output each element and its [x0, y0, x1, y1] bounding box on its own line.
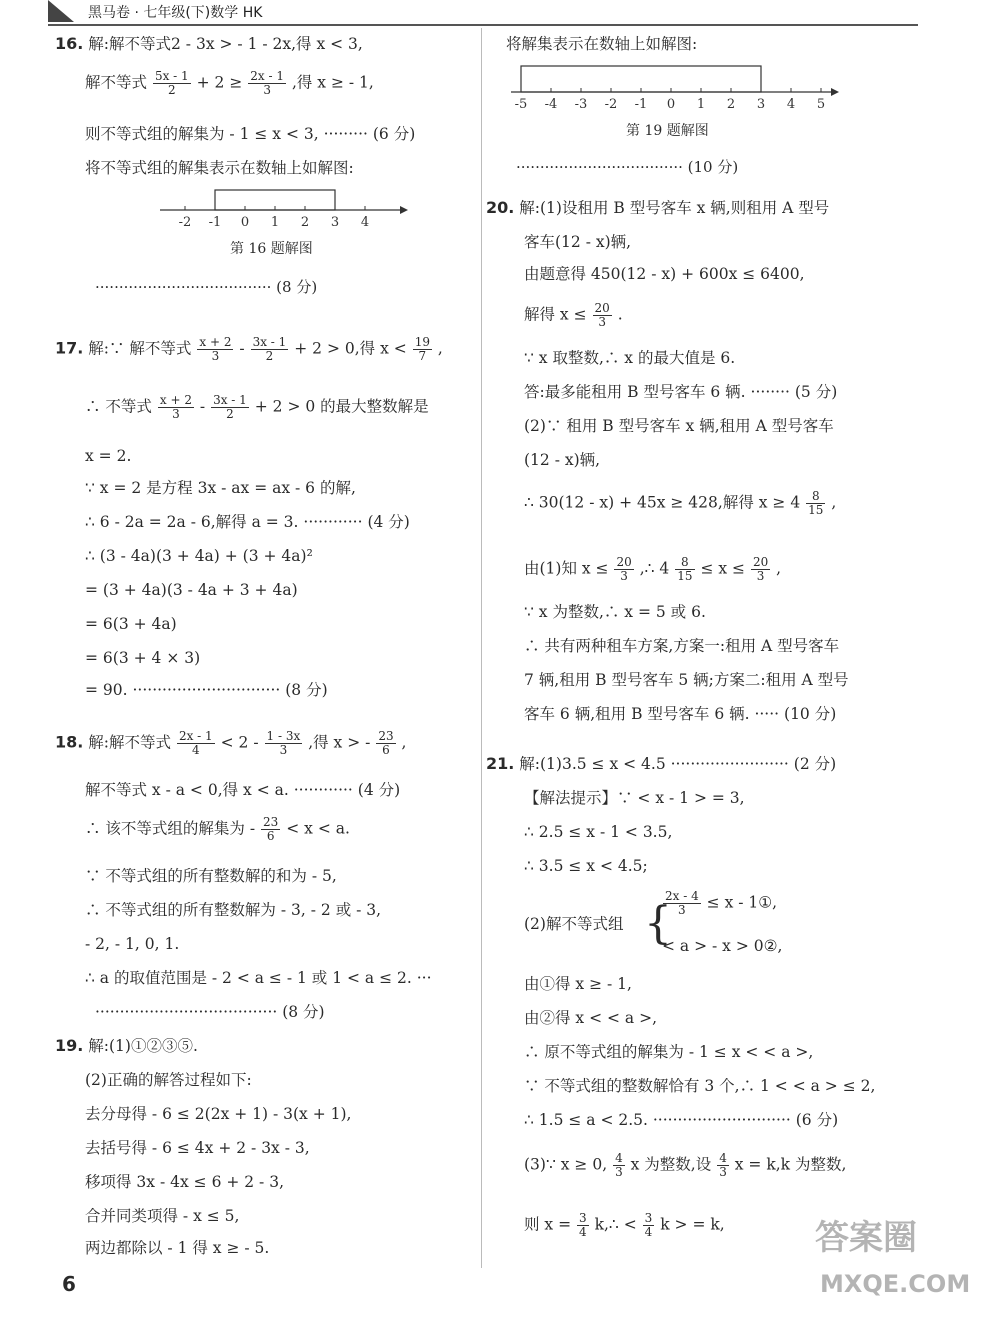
q16-line-2: 解不等式 $\frac{5x - 1}{2}$ + 2 ≥ $\frac{2x - 1}{3}$ ,得 x ≥ - 1,	[85, 69, 374, 97]
q17-line-9: = 6(3 + 4 × 3)	[85, 649, 201, 667]
fraction: $\frac{19}{7}$	[414, 335, 430, 363]
q17-line-6: ∴ (3 - 4a)(3 + 4a) + (3 + 4a)²	[85, 547, 313, 565]
q20-line-12: ∴ 共有两种租车方案,方案一:租用 A 型号客车	[524, 637, 840, 655]
q18-line-1: 18. 解:解不等式 $\frac{2x - 1}{4}$ < 2 - $\frac{1 - 3x}{3}$ ,得 x > - $\frac{23}{6}$ ,	[55, 729, 407, 757]
q21-line-3: ∴ 2.5 ≤ x - 1 < 3.5,	[524, 823, 673, 841]
axis-tick-label: 1	[696, 97, 706, 112]
q21-line-6: 由①得 x ≥ - 1,	[524, 975, 632, 993]
q16-number-line	[155, 182, 415, 238]
axis-tick-label: 5	[816, 97, 826, 112]
q19-line-5: 移项得 3x - 4x ≤ 6 + 2 - 3,	[85, 1173, 285, 1191]
fraction: $\frac{2x - 1}{3}$	[250, 69, 284, 97]
q20-line-9: ∴ 30(12 - x) + 45x ≥ 428,解得 x ≥ 4 $\frac{8}{15}$ ,	[524, 489, 837, 517]
header-title: 黑马卷 · 七年级(下)数学 HK	[88, 5, 263, 21]
q21-inequality-1: $\frac{2x - 4}{3}$ ≤ x - 1①,	[665, 889, 778, 917]
axis-tick-label: -2	[178, 215, 192, 230]
q20-line-11: ∵ x 为整数,∴ x = 5 或 6.	[524, 603, 706, 621]
q21-line-4: ∴ 3.5 ≤ x < 4.5;	[524, 857, 648, 875]
fraction: $\frac{5x - 1}{2}$	[154, 69, 189, 97]
q20-line-10: 由(1)知 x ≤ $\frac{20}{3}$ ,∴ 4 $\frac{8}{15}$ ≤ x ≤ $\frac{20}{3}$ ,	[524, 555, 782, 583]
q17-line-10: = 90. ······························ (8 分)	[85, 681, 328, 699]
axis-tick-label: -1	[634, 97, 648, 112]
q20-line-5: ∵ x 取整数,∴ x 的最大值是 6.	[524, 349, 736, 367]
q18-line-2: 解不等式 x - a < 0,得 x < a. ············ (4 分)	[85, 781, 401, 799]
q19-score: ··································· (10 分)	[516, 158, 739, 176]
fraction: $\frac{3}{4}$	[644, 1211, 653, 1239]
q16-line-3: 则不等式组的解集为 - 1 ≤ x < 3, ········· (6 分)	[85, 125, 416, 143]
fraction: $\frac{4}{3}$	[615, 1151, 623, 1179]
q21-line-1: 21. 解:(1)3.5 ≤ x < 4.5 ························ (2 分)	[486, 754, 837, 773]
q19-continued-line-1: 将解集表示在数轴上如解图:	[506, 35, 698, 53]
q21-line-8: ∴ 原不等式组的解集为 - 1 ≤ x < < a >,	[524, 1043, 814, 1061]
fraction: $\frac{23}{6}$	[263, 815, 279, 843]
q21-line-12: 则 x = $\frac{3}{4}$ k,∴ < $\frac{3}{4}$ k > = k,	[524, 1211, 725, 1239]
q20-line-4: 解得 x ≤ $\frac{20}{3}$ .	[524, 301, 623, 329]
page-number: 6	[62, 1272, 76, 1296]
fraction: $\frac{3x - 1}{2}$	[252, 335, 287, 363]
axis-tick-label: 2	[300, 215, 310, 230]
q20-line-7: (2)∵ 租用 B 型号客车 x 辆,租用 A 型号客车	[524, 417, 834, 435]
fraction: $\frac{2x - 1}{4}$	[178, 729, 213, 757]
fraction: $\frac{x + 2}{3}$	[159, 393, 192, 421]
watermark-url: MXQE.COM	[820, 1270, 971, 1298]
q21-line-5-label: (2)解不等式组	[524, 915, 624, 933]
q19-number-line	[506, 58, 846, 118]
q20-line-2: 客车(12 - x)辆,	[524, 233, 632, 251]
fraction: $\frac{20}{3}$	[594, 301, 610, 329]
axis-tick-label: 4	[360, 215, 370, 230]
fraction: $\frac{8}{15}$	[808, 489, 824, 517]
axis-tick-label: 1	[270, 215, 280, 230]
q18-number: 18.	[55, 732, 84, 752]
q21-inequality-2: < a > - x > 0②,	[662, 937, 783, 955]
q17-line-5: ∴ 6 - 2a = 2a - 6,解得 a = 3. ············ (4 分)	[85, 513, 410, 531]
q17-line-1: 17. 解:∵ 解不等式 $\frac{x + 2}{3}$ - $\frac{3x - 1}{2}$ + 2 > 0,得 x < $\frac{19}{7}$ ,	[55, 335, 443, 363]
q19-number: 19.	[55, 1036, 84, 1055]
q21-number: 21.	[486, 754, 515, 773]
q17-line-2: ∴ 不等式 $\frac{x + 2}{3}$ - $\frac{3x - 1}{2}$ + 2 > 0 的最大整数解是	[85, 393, 429, 421]
fraction: $\frac{20}{3}$	[616, 555, 632, 583]
q18-line-8: ····································· (8 分)	[95, 1003, 325, 1021]
q18-line-7: ∴ a 的取值范围是 - 2 < a ≤ - 1 或 1 < a ≤ 2. ···	[85, 969, 432, 987]
q19-line-1: 19. 解:(1)①②③⑤.	[55, 1036, 198, 1055]
q16-line-4: 将不等式组的解集表示在数轴上如解图:	[85, 159, 354, 177]
q20-line-14: 客车 6 辆,租用 B 型号客车 6 辆. ····· (10 分)	[524, 705, 837, 723]
q21-line-10: ∴ 1.5 ≤ a < 2.5. ···························· (6 分)	[524, 1111, 839, 1129]
brace: {	[644, 898, 672, 949]
watermark-logo: 答案圈	[815, 1218, 917, 1258]
q18-line-3: ∴ 该不等式组的解集为 - $\frac{23}{6}$ < x < a.	[85, 815, 350, 843]
q19-line-4: 去括号得 - 6 ≤ 4x + 2 - 3x - 3,	[85, 1139, 310, 1157]
q17-line-4: ∵ x = 2 是方程 3x - ax = ax - 6 的解,	[85, 479, 356, 497]
q16-number: 16.	[55, 34, 84, 53]
q18-line-6: - 2, - 1, 0, 1.	[85, 935, 180, 953]
axis-tick-label: 3	[756, 97, 766, 112]
column-divider	[481, 28, 482, 1268]
q17-line-7: = (3 + 4a)(3 - 4a + 3 + 4a)	[85, 581, 298, 599]
fraction: $\frac{x + 2}{3}$	[199, 335, 232, 363]
axis-tick-label: 0	[240, 215, 250, 230]
fraction: $\frac{3x - 1}{2}$	[213, 393, 247, 421]
axis-tick-label: -2	[604, 97, 618, 112]
q20-number: 20.	[486, 198, 515, 217]
axis-tick-label: 0	[666, 97, 676, 112]
axis-tick-label: 2	[726, 97, 736, 112]
q20-line-6: 答:最多能租用 B 型号客车 6 辆. ········ (5 分)	[524, 383, 838, 401]
q19-figure-caption: 第 19 题解图	[626, 123, 709, 139]
q16-line-1	[55, 34, 363, 54]
q17-line-3: x = 2.	[85, 447, 132, 465]
q16-score: ····································· (8 分)	[95, 278, 318, 296]
fraction: $\frac{8}{15}$	[677, 555, 693, 583]
q19-line-7: 两边都除以 - 1 得 x ≥ - 5.	[85, 1239, 270, 1257]
q17-number: 17.	[55, 338, 84, 358]
page-header	[48, 0, 918, 26]
axis-tick-label: -1	[208, 215, 222, 230]
fraction: $\frac{3}{4}$	[579, 1211, 587, 1239]
q19-line-2: (2)正确的解答过程如下:	[85, 1071, 252, 1089]
q20-line-13: 7 辆,租用 B 型号客车 5 辆;方案二:租用 A 型号	[524, 671, 849, 689]
q21-line-9: ∵ 不等式组的整数解恰有 3 个,∴ 1 < < a > ≤ 2,	[524, 1077, 876, 1095]
q18-line-5: ∴ 不等式组的所有整数解为 - 3, - 2 或 - 3,	[85, 901, 382, 919]
fraction: $\frac{20}{3}$	[752, 555, 769, 583]
q16-figure-caption: 第 16 题解图	[230, 241, 313, 257]
axis-tick-label: -4	[544, 97, 558, 112]
fraction: $\frac{1 - 3x}{3}$	[266, 729, 301, 757]
fraction: $\frac{2x - 4}{3}$	[665, 889, 699, 917]
q18-line-4: ∵ 不等式组的所有整数解的和为 - 5,	[85, 867, 337, 885]
q21-line-7: 由②得 x < < a >,	[524, 1009, 658, 1027]
axis-tick-label: -5	[514, 97, 528, 112]
axis-tick-label: -3	[574, 97, 588, 112]
q21-line-11: (3)∵ x ≥ 0, $\frac{4}{3}$ x 为整数,设 $\frac{4}{3}$ x = k,k 为整数,	[524, 1151, 847, 1179]
axis-tick-label: 3	[330, 215, 340, 230]
fraction: $\frac{4}{3}$	[719, 1151, 727, 1179]
q19-line-6: 合并同类项得 - x ≤ 5,	[85, 1207, 240, 1225]
q16-text-1: 解:解不等式2 - 3x > - 1 - 2x,得 x < 3,	[88, 35, 363, 53]
q17-line-8: = 6(3 + 4a)	[85, 615, 177, 633]
fraction: $\frac{23}{6}$	[378, 729, 394, 757]
axis-tick-label: 4	[786, 97, 796, 112]
q20-line-3: 由题意得 450(12 - x) + 600x ≤ 6400,	[524, 265, 805, 283]
q20-line-8: (12 - x)辆,	[524, 451, 601, 469]
q21-line-2: 【解法提示】∵ < x - 1 > = 3,	[524, 789, 745, 807]
header-corner-mark	[48, 0, 74, 22]
q20-line-1: 20. 解:(1)设租用 B 型号客车 x 辆,则租用 A 型号	[486, 198, 830, 217]
q19-line-3: 去分母得 - 6 ≤ 2(2x + 1) - 3(x + 1),	[85, 1105, 352, 1123]
